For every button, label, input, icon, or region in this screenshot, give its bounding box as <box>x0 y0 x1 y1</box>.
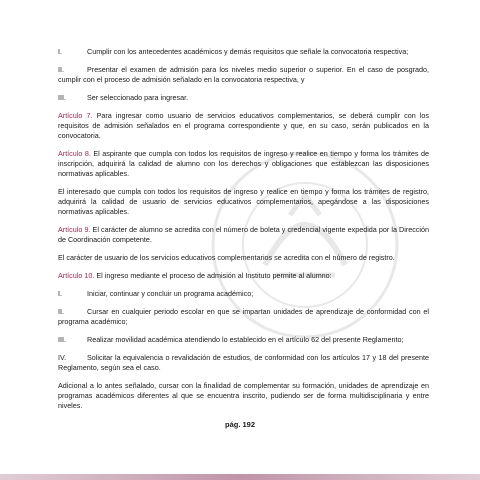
list-numeral: III. <box>58 335 66 344</box>
paragraph <box>58 65 429 85</box>
paragraph <box>58 225 429 245</box>
list-numeral: I. <box>58 289 62 298</box>
paragraph-text: Para ingresar como usuario de servicios educativos complementarios, se deberá cumplir con los requisitos de admisión señalados en el programa correspondiente y que, en su caso, serán publicados en la convocatoria. <box>58 111 429 140</box>
article-heading: Artículo 9. <box>58 225 91 234</box>
document-body <box>58 47 429 419</box>
list-numeral: I. <box>58 47 62 56</box>
paragraph-text: Presentar el examen de admisión para los niveles medio superior o superior. En el caso de posgrado, cumplir con el proceso de admisión señalado en la convocatoria respectiva, y <box>58 65 429 84</box>
paragraph-text: Solicitar la equivalencia o revalidación de estudios, de conformidad con los artículos 17 y 18 del presente Reglamento, según sea el caso. <box>58 353 429 372</box>
paragraph <box>58 187 429 217</box>
paragraph <box>58 353 429 373</box>
paragraph-text: Iniciar, continuar y concluir un programa académico; <box>87 289 254 298</box>
paragraph <box>58 307 429 327</box>
article-heading: Artículo 10. <box>58 271 95 280</box>
article-heading: Artículo 7. <box>58 111 93 120</box>
list-numeral: II. <box>58 307 64 316</box>
article-heading: Artículo 8. <box>58 149 91 158</box>
paragraph-text: El aspirante que cumpla con todos los requisitos de ingreso y realice en tiempo y forma los trámites de inscripción, adquirirá la calidad de alumno con los derechos y obligaciones que establezcan las disposiciones normativas aplicables. <box>58 149 430 178</box>
paragraph-text: El ingreso mediante el proceso de admisión al Instituto permite al alumno: <box>94 271 332 280</box>
paragraph-text: El interesado que cumpla con todos los requisitos de ingreso y realice en tiempo y forma los trámites de registro, adquirirá la calidad de usuario de servicios educativos complementarios, apegándose a las disposiciones normativas aplicables. <box>58 187 429 216</box>
paragraph <box>58 381 429 411</box>
footer-band <box>0 474 480 480</box>
paragraph-text: Cumplir con los antecedentes académicos y demás requisitos que señale la convocatoria respectiva; <box>87 47 409 56</box>
paragraph-text: Adicional a lo antes señalado, cursar con la finalidad de complementar su formación, unidades de aprendizaje en programas académicos diferentes al que se encuentra inscrito, pudiendo ser de forma multidisciplinaria y entre niveles. <box>58 381 429 410</box>
page-number: pág. 192 <box>224 420 255 429</box>
paragraph-text: Cursar en cualquier periodo escolar en que se impartan unidades de aprendizaje de conformidad con el programa académico; <box>58 307 429 326</box>
paragraph <box>58 289 429 299</box>
paragraph <box>58 253 429 263</box>
paragraph <box>58 93 429 103</box>
paragraph <box>58 271 429 281</box>
paragraph <box>58 111 429 141</box>
list-numeral: III. <box>58 93 66 102</box>
paragraph-text: Realizar movilidad académica atendiendo lo establecido en el artículo 62 del presente Reglamento; <box>87 335 404 344</box>
paragraph <box>58 335 429 345</box>
paragraph-text: El carácter de alumno se acredita con el número de boleta y credencial vigente expedida por la Dirección de Coordinación competente. <box>58 225 430 244</box>
list-numeral: IV. <box>58 353 67 362</box>
paragraph-text: El carácter de usuario de los servicios educativos complementarios se acredita con el número de registro. <box>58 253 395 262</box>
list-numeral: II. <box>58 65 64 74</box>
paragraph <box>58 149 429 179</box>
paragraph-text: Ser seleccionado para ingresar. <box>87 93 189 102</box>
paragraph <box>58 47 429 57</box>
